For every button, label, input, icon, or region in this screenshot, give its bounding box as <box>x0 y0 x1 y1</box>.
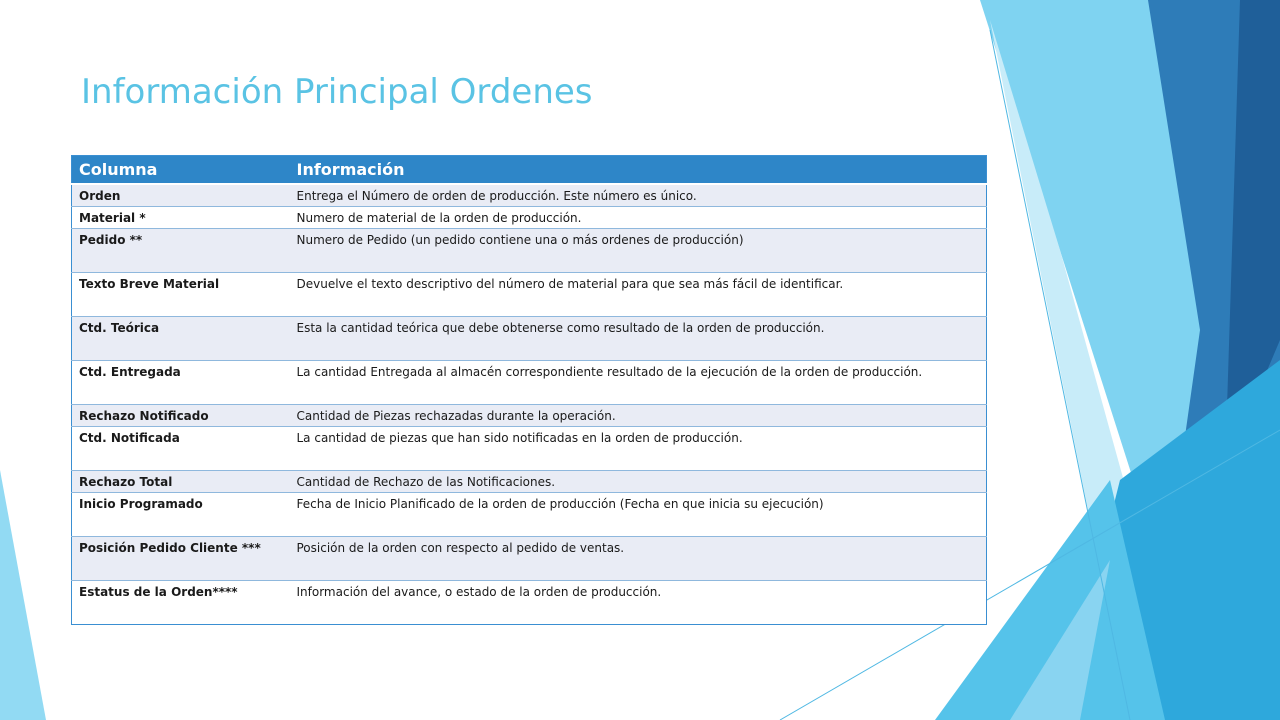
slide-title: Información Principal Ordenes <box>81 72 593 112</box>
order-info-table <box>71 155 987 625</box>
row-info: Posición de la orden con respecto al pedido de ventas. <box>290 537 987 581</box>
row-info: Esta la cantidad teórica que debe obtenerse como resultado de la orden de producción. <box>290 317 987 361</box>
row-info: Numero de material de la orden de producción. <box>290 207 987 229</box>
header-column: Columna <box>72 156 290 185</box>
row-name: Ctd. Notificada <box>72 427 290 471</box>
row-name: Inicio Programado <box>72 493 290 537</box>
left-accent-shape <box>0 470 46 720</box>
row-info: Cantidad de Piezas rechazadas durante la operación. <box>290 405 987 427</box>
row-info: La cantidad Entregada al almacén correspondiente resultado de la ejecución de la orden de producción. <box>290 361 987 405</box>
row-name: Texto Breve Material <box>72 273 290 317</box>
row-name: Ctd. Entregada <box>72 361 290 405</box>
row-info: Numero de Pedido (un pedido contiene una o más ordenes de producción) <box>290 229 987 273</box>
table-row <box>72 361 987 405</box>
row-info: Información del avance, o estado de la orden de producción. <box>290 581 987 625</box>
row-info: La cantidad de piezas que han sido notificadas en la orden de producción. <box>290 427 987 471</box>
table-row <box>72 427 987 471</box>
row-info: Entrega el Número de orden de producción. Este número es único. <box>290 184 987 207</box>
row-name: Orden <box>72 184 290 207</box>
table-header-row <box>72 156 987 185</box>
row-info: Cantidad de Rechazo de las Notificaciones. <box>290 471 987 493</box>
row-name: Estatus de la Orden**** <box>72 581 290 625</box>
table-row <box>72 493 987 537</box>
table-row <box>72 184 987 207</box>
row-name: Pedido ** <box>72 229 290 273</box>
row-info: Fecha de Inicio Planificado de la orden de producción (Fecha en que inicia su ejecución) <box>290 493 987 537</box>
header-info: Información <box>290 156 987 185</box>
table-row <box>72 229 987 273</box>
table-row <box>72 537 987 581</box>
row-name: Material * <box>72 207 290 229</box>
row-name: Posición Pedido Cliente *** <box>72 537 290 581</box>
row-name: Rechazo Total <box>72 471 290 493</box>
table-row <box>72 273 987 317</box>
table-row <box>72 581 987 625</box>
table-row <box>72 317 987 361</box>
table-row <box>72 471 987 493</box>
table-row <box>72 405 987 427</box>
row-name: Rechazo Notificado <box>72 405 290 427</box>
row-name: Ctd. Teórica <box>72 317 290 361</box>
row-info: Devuelve el texto descriptivo del número de material para que sea más fácil de identificar. <box>290 273 987 317</box>
table-row <box>72 207 987 229</box>
